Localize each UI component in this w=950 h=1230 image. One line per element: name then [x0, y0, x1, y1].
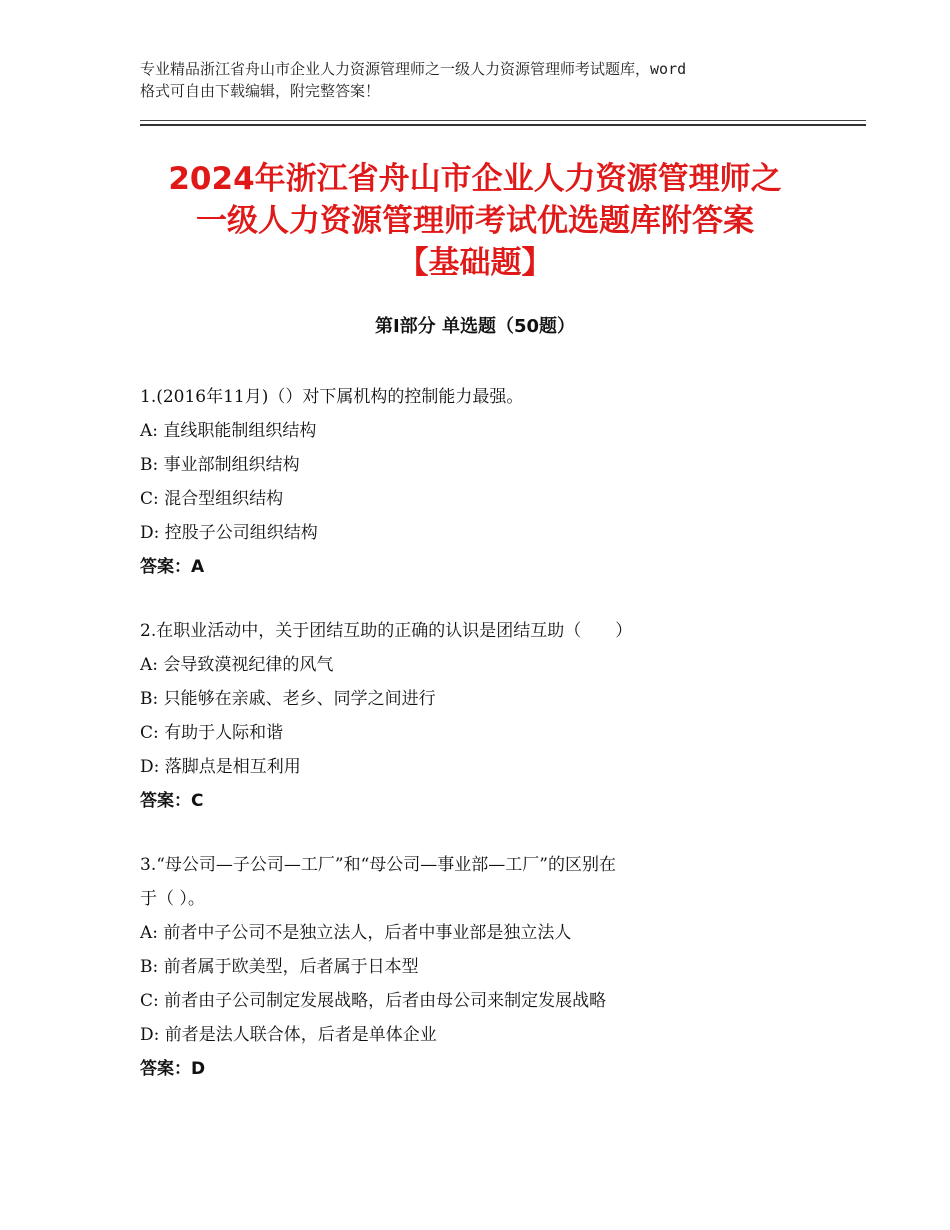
question-list [140, 380, 840, 1116]
question-item [140, 614, 840, 818]
option-b: B: 事业部制组织结构 [140, 455, 300, 475]
option-a: A: 前者中子公司不是独立法人，后者中事业部是独立法人 [140, 923, 572, 943]
question-stem: 2.在职业活动中，关于团结互助的正确的认识是团结互助（ ） [140, 621, 633, 641]
option-c: C: 混合型组织结构 [140, 489, 284, 509]
option-c: C: 前者由子公司制定发展战略，后者由母公司来制定发展战略 [140, 991, 607, 1011]
title-line-3: 【基础题】 [397, 245, 553, 281]
section-heading: 第Ⅰ部分 单选题（50题） [374, 316, 575, 337]
option-b: B: 只能够在亲戚、老乡、同学之间进行 [140, 689, 436, 709]
header-divider-thin [140, 120, 866, 121]
title-line-2: 一级人力资源管理师考试优选题库附答案 [196, 203, 754, 239]
option-d: D: 落脚点是相互利用 [140, 757, 301, 777]
header-note-line-1: 专业精品浙江省舟山市企业人力资源管理师之一级人力资源管理师考试题库，word [140, 60, 687, 78]
answer-label: 答案：D [140, 1059, 206, 1079]
answer-label: 答案：C [140, 791, 204, 811]
question-item [140, 848, 840, 1086]
answer-label: 答案：A [140, 557, 205, 577]
option-d: D: 前者是法人联合体，后者是单体企业 [140, 1025, 437, 1045]
document-title [100, 158, 850, 284]
option-d: D: 控股子公司组织结构 [140, 523, 318, 543]
question-stem: 1.(2016年11月)（）对下属机构的控制能力最强。 [140, 387, 524, 407]
header-note-line-2: 格式可自由下载编辑，附完整答案！ [140, 82, 381, 100]
question-item [140, 380, 840, 584]
question-stem-line-1: 3.“母公司—子公司—工厂”和“母公司—事业部—工厂”的区别在 [140, 855, 616, 875]
header-divider-thick [140, 124, 866, 126]
option-c: C: 有助于人际和谐 [140, 723, 284, 743]
option-a: A: 直线职能制组织结构 [140, 421, 317, 441]
document-header-note [140, 58, 840, 102]
title-line-1: 2024年浙江省舟山市企业人力资源管理师之 [168, 161, 782, 197]
option-a: A: 会导致漠视纪律的风气 [140, 655, 334, 675]
option-b: B: 前者属于欧美型，后者属于日本型 [140, 957, 419, 977]
question-stem-line-2: 于（ ）。 [140, 889, 205, 909]
